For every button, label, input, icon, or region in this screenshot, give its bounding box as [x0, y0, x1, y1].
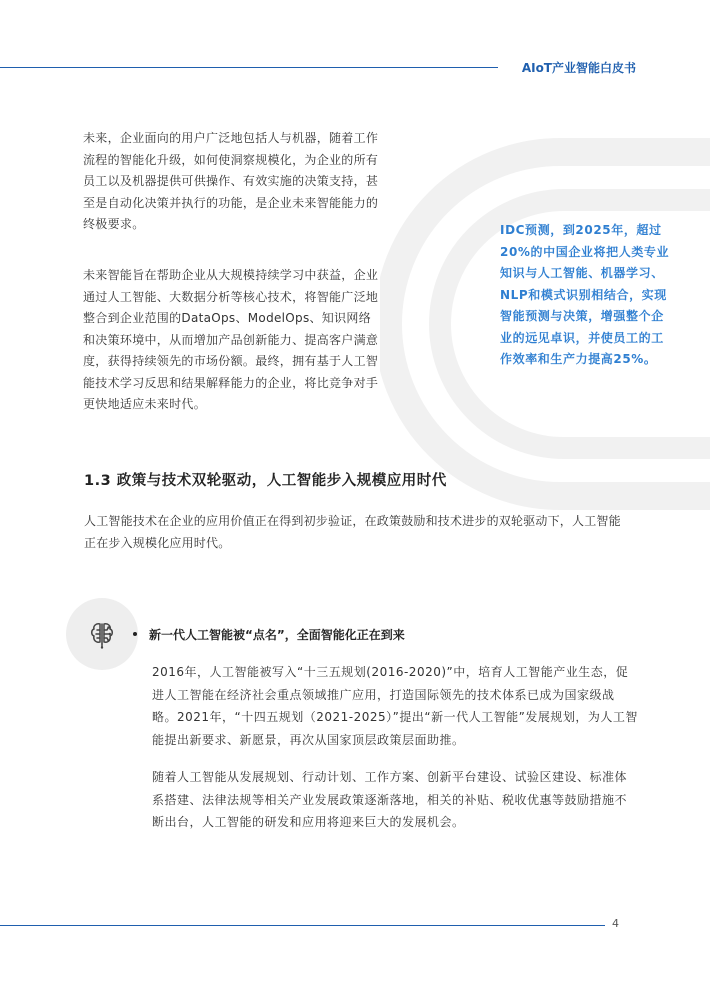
paragraph-future-users: 未来，企业面向的用户广泛地包括人与机器，随着工作流程的智能化升级，如何使洞察规模化，为企业的所有员工以及机器提供可供操作、有效实施的决策支持，甚至是自动化决策并执行的功能，是企业未来智能能力的终极要求。 [83, 131, 379, 231]
paragraph-policy-history: 2016年，人工智能被写入“十三五规划(2016-2020)”中，培育人工智能产业生态，促进人工智能在经济社会重点领域推广应用，打造国际领先的技术体系已成为国家级战略。2021年，“十四五规划（2021-2025）”提出“新一代人工智能”发展规划，为人工智能提出新要求、新愿景，再次从国家顶层政策层面助推。 [152, 665, 638, 747]
bullet-dot [133, 632, 137, 636]
page-number: 4 [612, 917, 619, 930]
paragraph-policy-support: 随着人工智能从发展规划、行动计划、工作方案、创新平台建设、试验区建设、标准体系搭建、法律法规等相关产业发展政策逐渐落地，相关的补贴、税收优惠等鼓励措施不断出台，人工智能的研发和应用将迎来巨大的发展机会。 [152, 770, 628, 829]
header-rule [0, 67, 498, 68]
document-title: AIoT产业智能白皮书 [521, 61, 636, 75]
section-intro: 人工智能技术在企业的应用价值正在得到初步验证，在政策鼓励和技术进步的双轮驱动下，人工智能正在步入规模化应用时代。 [84, 514, 621, 550]
idc-forecast-callout: IDC预测，到2025年，超过20%的中国企业将把人类专业知识与人工智能、机器学习、NLP和模式识别相结合，实现智能预测与决策，增强整个企业的远见卓识，并使员工的工作效率和生产力提高25%。 [500, 223, 670, 366]
brain-circuit-icon [86, 618, 118, 650]
paragraph-future-intelligence: 未来智能旨在帮助企业从大规模持续学习中获益，企业通过人工智能、大数据分析等核心技术，将智能广泛地整合到企业范围的DataOps、ModelOps、知识网络和决策环境中，从而增加产品创新能力、提高客户满意度，获得持续领先的市场份额。最终，拥有基于人工智能技术学习反思和结果解释能力的企业，将比竞争对手更快地适应未来时代。 [83, 268, 379, 411]
section-heading: 1.3 政策与技术双轮驱动，人工智能步入规模应用时代 [84, 473, 447, 489]
bullet-heading [133, 626, 405, 643]
bullet-heading-text: 新一代人工智能被“点名”，全面智能化正在到来 [149, 628, 405, 642]
footer-rule [0, 925, 605, 926]
